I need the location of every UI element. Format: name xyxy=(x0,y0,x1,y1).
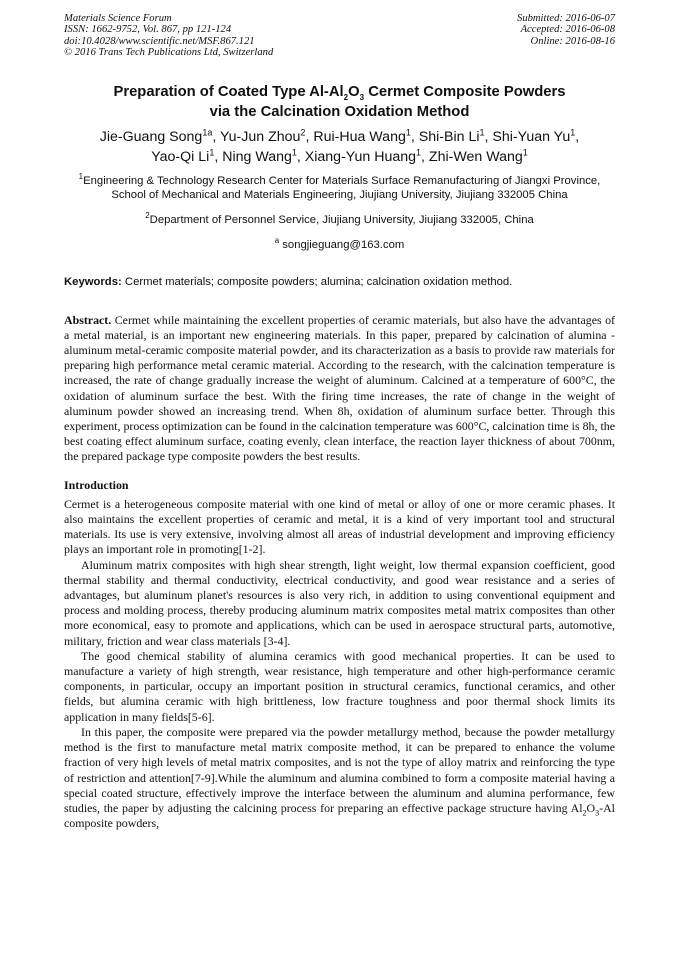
affiliation-2: $^2$Department of Personnel Service, Jiujiang University, Jiujiang 332005, China xyxy=(145,211,534,227)
section-heading-introduction: Introduction xyxy=(64,477,129,492)
title-line-2: via the Calcination Oxidation Method xyxy=(209,103,470,120)
keywords xyxy=(64,275,615,290)
author: Yao-Qi Li$^1$, xyxy=(151,146,223,165)
paper-title xyxy=(64,82,615,122)
author-email: $^a$ songjieguang@163.com xyxy=(274,236,405,252)
intro-paragraph-3: The good chemical stability of alumina ceramics with good mechanical properties. It can be used to manufacture a variety of high strength, wear resistance, high temperature and other high-performance ceramic components, in particular, occupy an important position in structural ceramics, functional ceramics, and other fields, but alumina ceramic with high brittleness, low fracture toughness and poor thermal shock limits its application in many fields[5-6]. xyxy=(64,648,615,724)
author: Xiang-Yun Huang$^1$, xyxy=(304,146,429,165)
journal-copyright: © 2016 Trans Tech Publications Ltd, Switzerland xyxy=(64,47,274,59)
keywords-text: Cermet materials; composite powders; alumina; calcination oxidation method. xyxy=(121,275,513,288)
journal-name: Materials Science Forum xyxy=(64,13,172,24)
abstract xyxy=(64,313,615,465)
title-line-1: Preparation of Coated Type $Al-Al_2O_3$ Cermet Composite Powders xyxy=(113,83,566,102)
author: Zhi-Wen Wang$^1$ xyxy=(428,146,528,165)
journal-header xyxy=(64,0,615,59)
author: Shi-Yuan Yu$^1$, xyxy=(492,126,580,145)
author-line-1 xyxy=(64,127,615,147)
publication-dates xyxy=(517,13,615,59)
email-link[interactable]: songjieguang@163.com xyxy=(279,239,405,252)
author: Yu-Jun Zhou$^2$, xyxy=(219,126,314,145)
date-online: Online: 2016-08-16 xyxy=(530,35,615,47)
intro-paragraph-2: Aluminum matrix composites with high shear strength, light weight, low thermal expansion coefficient, good thermal stability and thermal conductivity, electrical conductivity, and good wear resistance and a series of advantages, but aluminum planet's resources is also very rich, in addition to using conventional equipment and process and molding process, thereby producing aluminum matrix composites metal matrix composites than other more economical, easy to promote and applications, which can be used in aerospace structural parts, automotive, military, friction and wear class materials [3-4]. xyxy=(64,557,615,648)
affiliation-1: $^1$Engineering & Technology Research Center for Materials Surface Remanufacturing of Jiangxi Province, School of Mechanical and Materials Engineering, Jiujiang University, Jiujiang 332005 China xyxy=(78,171,601,202)
author: Shi-Bin Li$^1$, xyxy=(418,126,493,145)
intro-paragraph-4: In this paper, the composite were prepared via the powder metallurgy method, because the powder metallurgy method is the first to manufacture metal matrix composite method, it can be prepared to enhance the volume fraction of very high levels of metal matrix composites, and is not the type of alloy matrix and reinforcing the type of restriction and attention[7-9].While the aluminum and alumina combined to form a composite material having a special coated structure, effectively improve the interface between the aluminum and alumina performance, few studies, the paper by adjusting the calcining process for preparing an effective package structure having $Al_2O_3-Al$ composite powders, xyxy=(64,724,615,831)
abstract-label: Abstract. xyxy=(64,312,112,327)
journal-info xyxy=(64,13,273,59)
author: Ning Wang$^1$, xyxy=(222,146,305,165)
author: Jie-Guang Song$^{1a}$, xyxy=(99,126,220,145)
abstract-text: Cermet while maintaining the excellent properties of ceramic materials, but also have the advantages of a metal material, is an important new engineering materials. In this paper, prepared by calcination of alumina - aluminum metal-ceramic composite material powder, and its characterization as a basis to provide raw materials for preparing high performance metal ceramic material. According to the research, with the calcination temperature is increased, the rate of change gradually increase the weight of aluminum. Calcined at a temperature of 600°C, the oxidation of aluminum surface the best. With the firing time increases, the rate of change in the weight of aluminum powder showed an increasing trend. When 8h, oxidation of aluminum surface better. Through this experiment, process optimization can be found in the calcination temperature was 600°C, calcination time is 8h, the best coating effect aluminum surface, coating evenly, clean interface, the reaction layer thickness of about 700nm, the prepared package type composite powders the best results. xyxy=(64,312,615,464)
intro-paragraph-1: Cermet is a heterogeneous composite material with one kind of metal or alloy of one or more ceramic phases. It also maintains the excellent properties of ceramic and metal, it is a kind of very important tool and structural materials. Its use is very extensive, involving almost all areas of industrial development and improving efficiency plays an important role in promoting[1-2]. xyxy=(64,496,615,557)
author: Rui-Hua Wang$^1$, xyxy=(313,126,419,145)
date-submitted: Submitted: 2016-06-07 xyxy=(517,13,615,24)
journal-doi[interactable]: doi:10.4028/www.scientific.net/MSF.867.121 xyxy=(64,35,255,47)
author-line-2 xyxy=(64,147,615,167)
keywords-label: Keywords: xyxy=(64,275,122,288)
journal-issn: ISSN: 1662-9752, Vol. 867, pp 121-124 xyxy=(64,24,232,36)
author-list xyxy=(64,127,615,167)
date-accepted: Accepted: 2016-06-08 xyxy=(520,24,615,36)
